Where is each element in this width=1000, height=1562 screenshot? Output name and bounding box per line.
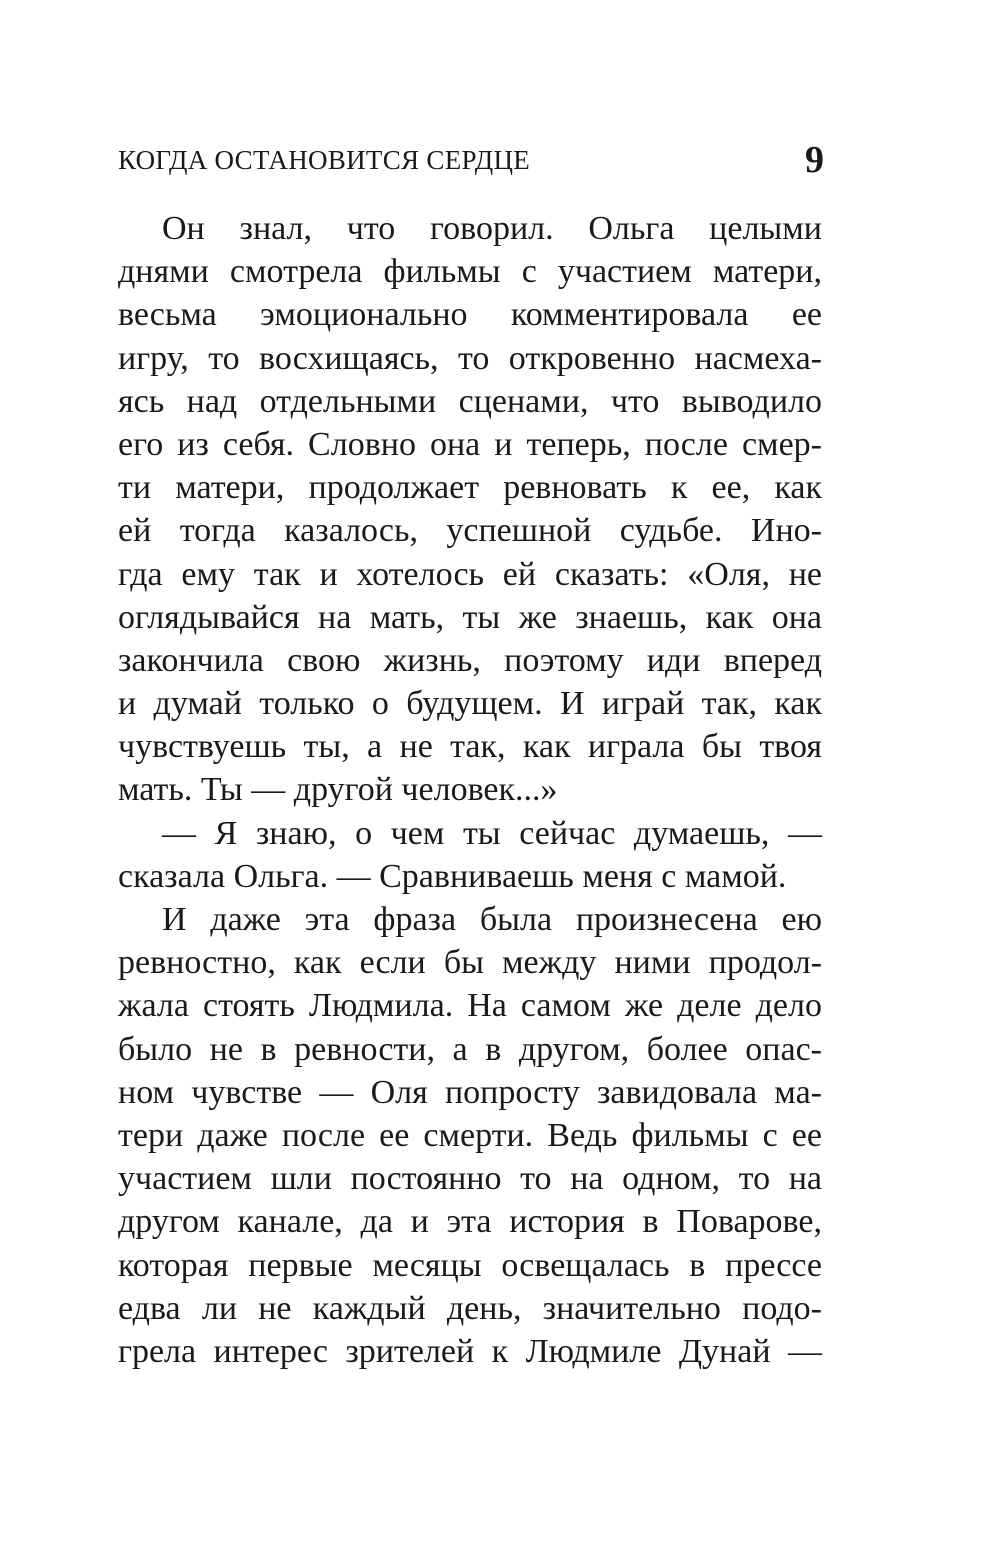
running-title: КОГДА ОСТАНОВИТСЯ СЕРДЦЕ: [118, 145, 531, 175]
page-number: 9: [805, 139, 824, 181]
text-line: жала стоять Людмила. На самом же деле дело: [118, 987, 822, 1025]
text-line: чувствуешь ты, а не так, как играла бы твоя: [118, 728, 822, 766]
text-line: ном чувстве — Оля попросту завидовала ма-: [118, 1073, 822, 1111]
text-line: и думай только о будущем. И играй так, как: [118, 685, 822, 723]
running-head: [118, 140, 828, 180]
text-line: весьма эмоционально комментировала ее: [118, 296, 822, 334]
text-line: закончила свою жизнь, поэтому иди вперед: [118, 641, 822, 679]
text-line: ти матери, продолжает ревновать к ее, как: [118, 469, 822, 507]
text-line: было не в ревности, а в другом, более опас-: [118, 1030, 822, 1068]
text-line: мать. Ты — другой человек...»: [118, 771, 558, 809]
text-line: сказала Ольга. — Сравниваешь меня с мамой.: [118, 857, 787, 895]
text-line: гда ему так и хотелось ей сказать: «Оля, не: [118, 555, 822, 593]
text-line: ревностно, как если бы между ними продол-: [118, 944, 822, 982]
text-line: И даже эта фраза была произнесена ею: [162, 901, 822, 938]
text-line: которая первые месяцы освещалась в прессе: [118, 1246, 822, 1284]
page-text: [118, 207, 822, 1373]
text-line: — Я знаю, о чем ты сейчас думаешь, —: [162, 814, 822, 852]
text-line: ясь над отдельными сценами, что выводило: [118, 382, 822, 420]
text-line: участием шли постоянно то на одном, то на: [118, 1160, 822, 1198]
text-line: грела интерес зрителей к Людмиле Дунай —: [118, 1332, 822, 1370]
text-line: оглядывайся на мать, ты же знаешь, как она: [118, 598, 822, 636]
text-line: Он знал, что говорил. Ольга целыми: [162, 210, 822, 247]
text-line: едва ли не каждый день, значительно подо-: [118, 1289, 822, 1327]
text-line: ей тогда казалось, успешной судьбе. Ино-: [118, 512, 822, 550]
text-line: днями смотрела фильмы с участием матери,: [118, 253, 822, 291]
text-line: игру, то восхищаясь, то откровенно насмеха-: [118, 339, 822, 377]
text-line: тери даже после ее смерти. Ведь фильмы с ее: [118, 1116, 822, 1154]
text-line: его из себя. Словно она и теперь, после смер-: [118, 425, 822, 463]
text-line: другом канале, да и эта история в Поварове,: [118, 1203, 822, 1241]
